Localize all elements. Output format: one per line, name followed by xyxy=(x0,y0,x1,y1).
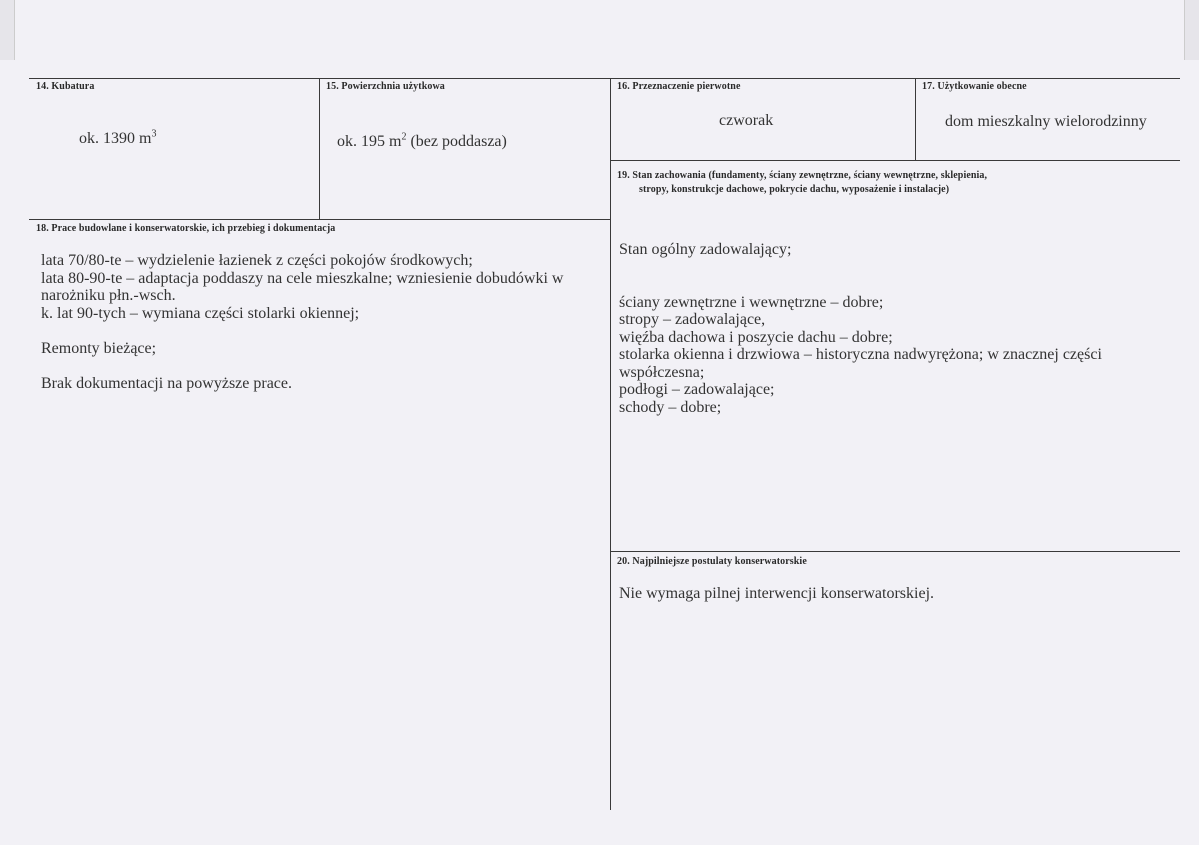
field-18-line: lata 80-90-te – adaptacja poddaszy na cele mieszkalne; wzniesienie dobudówki w xyxy=(41,269,564,287)
top-rule xyxy=(29,78,1180,79)
divider-14-15 xyxy=(319,78,320,219)
field-19-line: podłogi – zadowalające; xyxy=(619,381,775,398)
scan-corner-left xyxy=(0,0,15,60)
field-17-value: dom mieszkalny wielorodzinny xyxy=(945,113,1147,130)
field-15-value: ok. 195 $m^2$ (bez poddasza) xyxy=(337,131,507,150)
field-18-line: k. lat 90-tych – wymiana części stolarki okiennej; xyxy=(41,304,360,322)
field-16-value: czworak xyxy=(719,112,774,129)
rule-above-18 xyxy=(29,219,610,220)
field-14-label: 14. Kubatura xyxy=(36,81,95,92)
field-19-line: współczesna; xyxy=(619,363,705,381)
field-18-line: narożniku płn.-wsch. xyxy=(41,287,176,304)
field-19-text xyxy=(619,241,1174,416)
field-18-label: 18. Prace budowlane i konserwatorskie, ich przebieg i dokumentacja xyxy=(36,223,336,234)
field-18-line: lata 70/80-te – wydzielenie łazienek z części pokojów środkowych; xyxy=(41,252,473,269)
rule-above-20 xyxy=(610,551,1180,552)
field-18-brak: Brak dokumentacji na powyższe prace. xyxy=(41,374,293,392)
field-20-label: 20. Najpilniejsze postulaty konserwatorskie xyxy=(617,556,807,567)
field-20-value: Nie wymaga pilnej interwencji konserwatorskiej. xyxy=(619,585,935,602)
field-17-label: 17. Użytkowanie obecne xyxy=(922,81,1027,92)
divider-main xyxy=(610,78,611,810)
field-19-general: Stan ogólny zadowalający; xyxy=(619,241,792,258)
field-19-line: więźba dachowa i poszycie dachu – dobre; xyxy=(619,328,893,346)
field-19-line: schody – dobre; xyxy=(619,398,722,416)
field-15-label: 15. Powierzchnia użytkowa xyxy=(326,81,445,92)
divider-16-17 xyxy=(915,78,916,160)
scan-corner-right xyxy=(1184,0,1199,60)
field-19-line: ściany zewnętrzne i wewnętrzne – dobre; xyxy=(619,293,884,311)
field-14-value: ok. 1390 $m^3$ xyxy=(79,128,157,147)
field-16-label: 16. Przeznaczenie pierwotne xyxy=(617,81,741,92)
field-19-line: stropy – zadowalające, xyxy=(619,311,766,328)
rule-above-19 xyxy=(610,160,1180,161)
field-19-line: stolarka okienna i drzwiowa – historyczna nadwyrężona; w znacznej części xyxy=(619,346,1102,363)
field-19-label: 19. Stan zachowania (fundamenty, ściany zewnętrzne, ściany wewnętrzne, sklepienia, stropy, konstrukcje dachowe, pokrycie dachu, wyposażenie i instalacje) xyxy=(617,170,988,195)
field-18-text xyxy=(41,252,606,392)
field-18-remonty: Remonty bieżące; xyxy=(41,339,157,357)
